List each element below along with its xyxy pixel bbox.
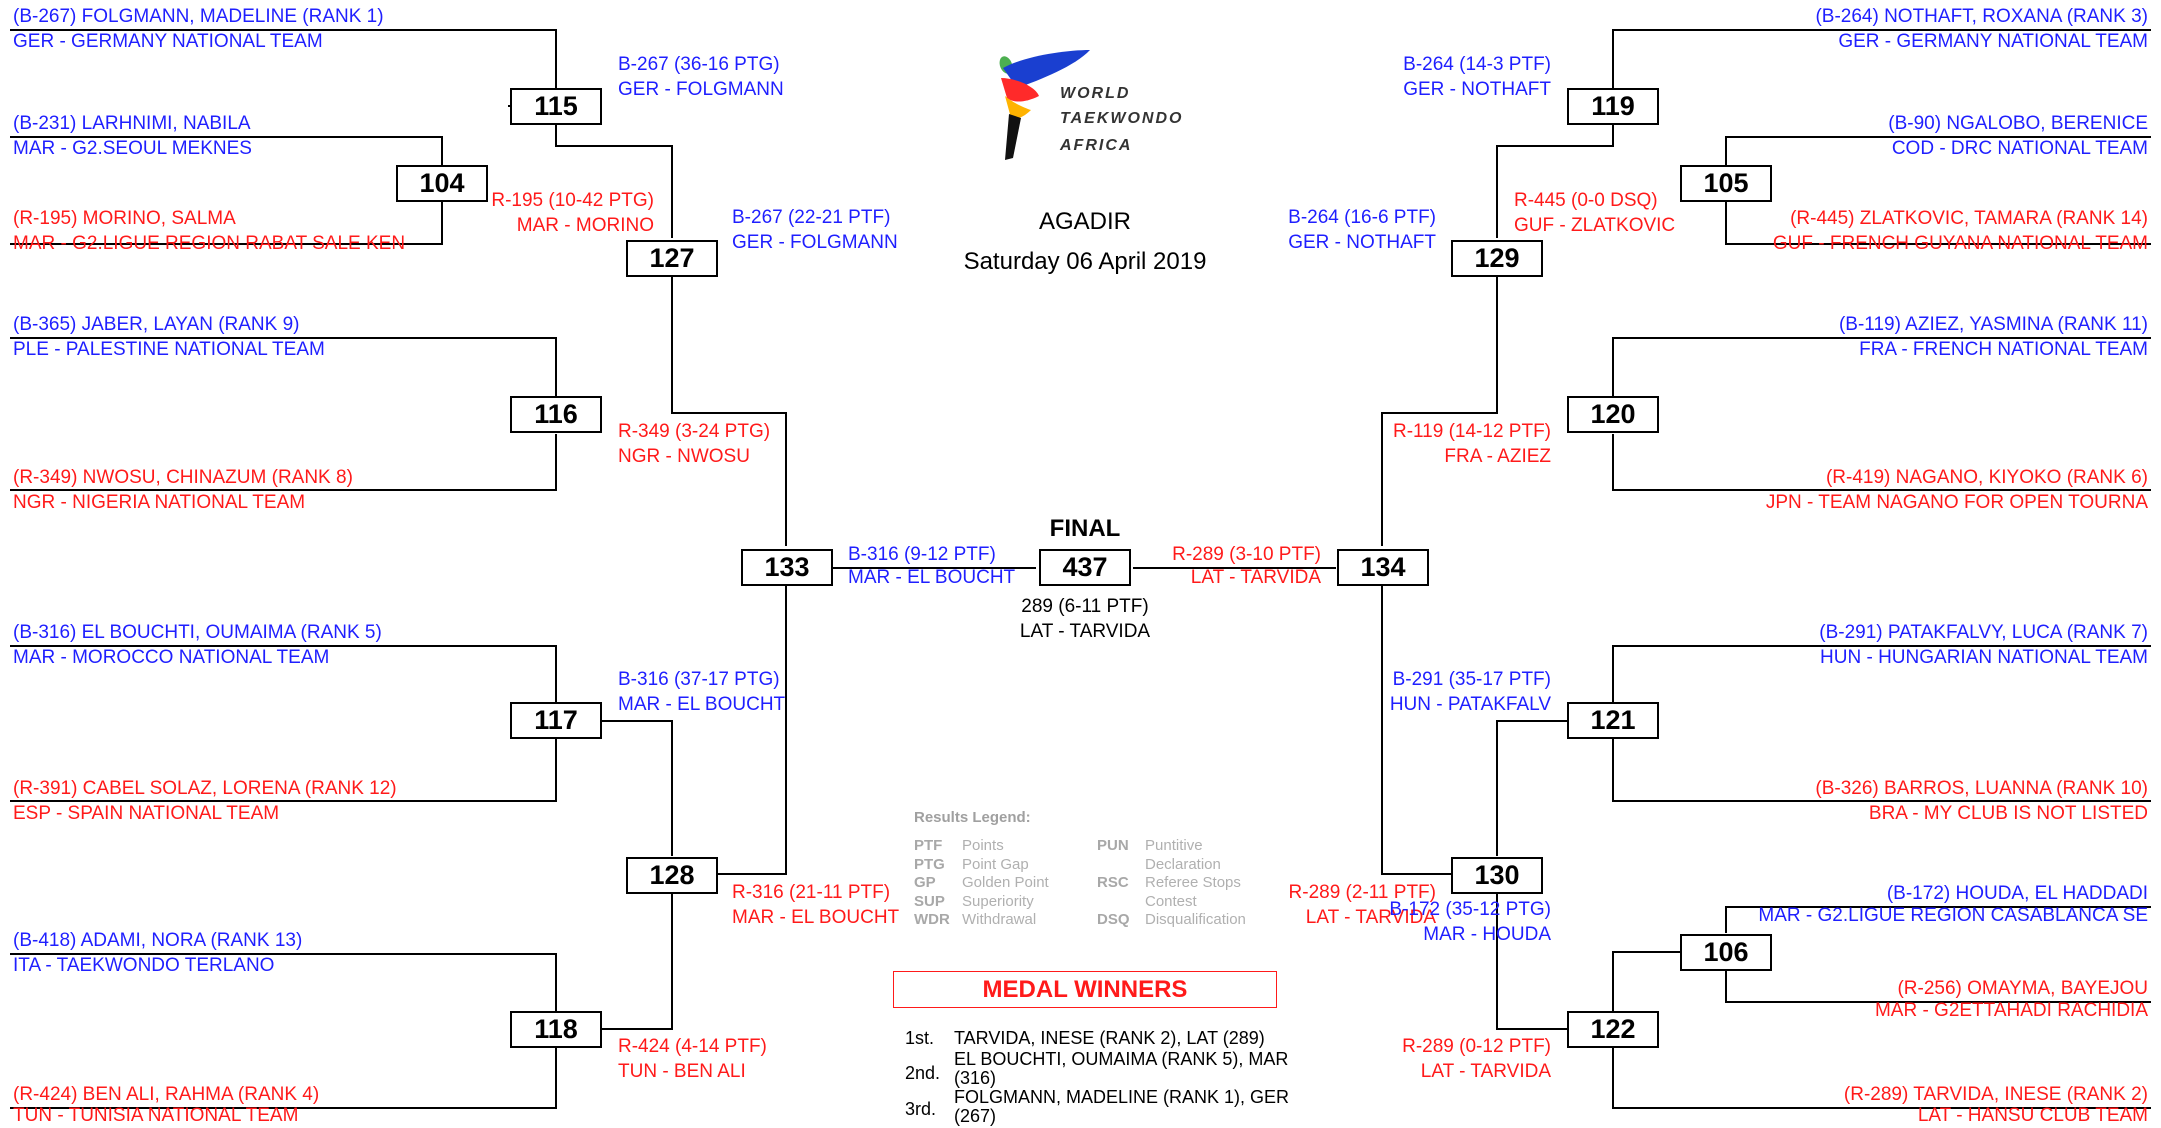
entrant-team: MAR - G2.LIGUE REGION RABAT SALE KEN <box>13 233 406 254</box>
entrant-name: (B-267) FOLGMANN, MADELINE (RANK 1) <box>13 6 384 27</box>
result-score: B-267 (22-21 PTF) <box>732 207 891 228</box>
result-winner: LAT - TARVIDA <box>1305 907 1436 928</box>
entrant-name: (B-365) JABER, LAYAN (RANK 9) <box>13 314 300 335</box>
entrant-name: (B-316) EL BOUCHTI, OUMAIMA (RANK 5) <box>13 622 382 643</box>
match-box[interactable]: 121 <box>1567 702 1659 739</box>
legend-title: Results Legend: <box>914 809 1031 826</box>
entrant-team: JPN - TEAM NAGANO FOR OPEN TOURNA <box>1765 492 2148 513</box>
legend-item-cont: Contest <box>1145 893 1197 910</box>
result-winner: MAR - MORINO <box>516 215 654 236</box>
entrant-name: (R-256) OMAYMA, BAYEJOU <box>1897 978 2148 999</box>
result-score: B-172 (35-12 PTG) <box>1389 899 1551 920</box>
result-score: R-195 (10-42 PTG) <box>491 190 654 211</box>
result-score: R-119 (14-12 PTF) <box>1392 421 1551 442</box>
result-winner: NGR - NWOSU <box>618 446 750 467</box>
match-box[interactable]: 106 <box>1680 934 1772 971</box>
entrant-name: (B-326) BARROS, LUANNA (RANK 10) <box>1815 778 2148 799</box>
legend-item: PUN Puntitive <box>1097 837 1203 854</box>
logo-text-world: WORLD <box>1060 85 1131 102</box>
match-box[interactable]: 104 <box>396 165 488 202</box>
entrant-name: (B-418) ADAMI, NORA (RANK 13) <box>13 930 303 951</box>
entrant-team: NGR - NIGERIA NATIONAL TEAM <box>13 492 306 513</box>
entrant-name: (B-291) PATAKFALVY, LUCA (RANK 7) <box>1819 622 2148 643</box>
entrant-team: MAR - G2.LIGUE REGION CASABLANCA SE <box>1758 905 2148 926</box>
result-score: R-289 (0-12 PTF) <box>1402 1036 1551 1057</box>
match-box[interactable]: 129 <box>1451 240 1543 277</box>
match-box[interactable]: 105 <box>1680 165 1772 202</box>
entrant-team: GUF - FRENCH GUYANA NATIONAL TEAM <box>1772 233 2148 254</box>
result-score: R-316 (21-11 PTF) <box>732 882 891 903</box>
entrant-team: COD - DRC NATIONAL TEAM <box>1891 138 2148 159</box>
legend-item-cont: Declaration <box>1145 856 1221 873</box>
result-score: R-289 (2-11 PTF) <box>1288 882 1436 903</box>
match-box[interactable]: 117 <box>510 702 602 739</box>
entrant-name: (B-90) NGALOBO, BERENICE <box>1888 113 2148 134</box>
result-score: R-349 (3-24 PTG) <box>618 421 771 442</box>
entrant-team: PLE - PALESTINE NATIONAL TEAM <box>13 339 325 360</box>
result-score: R-445 (0-0 DSQ) <box>1514 190 1658 211</box>
entrant-name: (R-195) MORINO, SALMA <box>13 208 236 229</box>
entrant-team: MAR - G2.SEOUL MEKNES <box>13 138 252 159</box>
match-box[interactable]: 119 <box>1567 88 1659 125</box>
result-winner: HUN - PATAKFALV <box>1389 694 1551 715</box>
match-box[interactable]: 128 <box>626 857 718 894</box>
result-winner: LAT - TARVIDA <box>1190 567 1321 588</box>
result-winner: LAT - TARVIDA <box>1420 1061 1551 1082</box>
result-score: B-264 (14-3 PTF) <box>1403 54 1551 75</box>
match-box[interactable]: 122 <box>1567 1011 1659 1048</box>
entrant-team: GER - GERMANY NATIONAL TEAM <box>1838 31 2148 52</box>
medal-winners-title: MEDAL WINNERS <box>893 971 1277 1008</box>
result-score: B-316 (37-17 PTG) <box>618 669 780 690</box>
match-box[interactable]: 118 <box>510 1011 602 1048</box>
entrant-team: MAR - G2ETTAHADI RACHIDIA <box>1874 1000 2148 1021</box>
entrant-name: (B-231) LARHNIMI, NABILA <box>13 113 251 134</box>
match-box[interactable]: 133 <box>741 549 833 586</box>
medal-place: 2nd. <box>905 1063 941 1083</box>
logo-text-taekwondo: TAEKWONDO <box>1060 110 1184 127</box>
entrant-name: (R-349) NWOSU, CHINAZUM (RANK 8) <box>13 467 353 488</box>
result-winner: GER - NOTHAFT <box>1403 79 1551 100</box>
match-box[interactable]: 130 <box>1451 857 1543 894</box>
result-score: B-291 (35-17 PTF) <box>1392 669 1551 690</box>
result-winner: GER - NOTHAFT <box>1288 232 1436 253</box>
logo-text-africa: AFRICA <box>1060 137 1133 154</box>
entrant-name: (R-419) NAGANO, KIYOKO (RANK 6) <box>1825 467 2148 488</box>
match-box[interactable]: 127 <box>626 240 718 277</box>
legend-item: PTG Point Gap <box>914 856 1029 873</box>
result-winner: GUF - ZLATKOVIC <box>1514 215 1676 236</box>
result-score: B-267 (36-16 PTG) <box>618 54 780 75</box>
result-score: R-289 (3-10 PTF) <box>1172 544 1321 565</box>
match-box[interactable]: 115 <box>510 88 602 125</box>
result-winner: MAR - HOUDA <box>1423 924 1551 945</box>
entrant-team: HUN - HUNGARIAN NATIONAL TEAM <box>1820 647 2148 668</box>
entrant-name: (R-424) BEN ALI, RAHMA (RANK 4) <box>13 1084 320 1105</box>
result-score: B-316 (9-12 PTF) <box>848 544 996 565</box>
result-winner: MAR - EL BOUCHT <box>848 567 1016 588</box>
entrant-team: FRA - FRENCH NATIONAL TEAM <box>1859 339 2148 360</box>
entrant-name: (B-172) HOUDA, EL HADDADI <box>1886 883 2148 904</box>
medal-winner: EL BOUCHTI, OUMAIMA (RANK 5), MAR (316) <box>954 1049 1289 1088</box>
result-winner: TUN - BEN ALI <box>618 1061 746 1082</box>
entrant-name: (R-391) CABEL SOLAZ, LORENA (RANK 12) <box>13 778 397 799</box>
final-result-score: 289 (6-11 PTF) <box>1021 596 1149 617</box>
result-winner: GER - FOLGMANN <box>618 79 784 100</box>
entrant-team: LAT - HANSU CLUB TEAM <box>1917 1105 2148 1126</box>
entrant-team: ITA - TAEKWONDO TERLANO <box>13 955 275 976</box>
result-score: R-424 (4-14 PTF) <box>618 1036 767 1057</box>
medal-place: 3rd. <box>905 1099 937 1119</box>
event-date: Saturday 06 April 2019 <box>963 248 1207 275</box>
medal-winner: FOLGMANN, MADELINE (RANK 1), GER (267) <box>954 1087 1290 1126</box>
final-result-winner: LAT - TARVIDA <box>1019 621 1151 642</box>
result-score: B-264 (16-6 PTF) <box>1288 207 1436 228</box>
result-winner: MAR - EL BOUCHT <box>732 907 900 928</box>
legend-item: SUP Superiority <box>914 893 1034 910</box>
entrant-team: ESP - SPAIN NATIONAL TEAM <box>13 803 280 824</box>
entrant-name: (R-445) ZLATKOVIC, TAMARA (RANK 14) <box>1790 208 2148 229</box>
medal-winner: TARVIDA, INESE (RANK 2), LAT (289) <box>954 1028 1265 1048</box>
event-city: AGADIR <box>1038 208 1131 235</box>
match-box[interactable]: 116 <box>510 396 602 433</box>
medal-place: 1st. <box>905 1028 935 1048</box>
legend-item: DSQ Disqualification <box>1097 911 1246 928</box>
match-box[interactable]: 134 <box>1337 549 1429 586</box>
legend-item: GP Golden Point <box>914 874 1049 891</box>
result-winner: MAR - EL BOUCHT <box>618 694 786 715</box>
legend-item: PTF Points <box>914 837 1004 854</box>
legend-item: RSC Referee Stops <box>1097 874 1241 891</box>
entrant-name: (B-119) AZIEZ, YASMINA (RANK 11) <box>1838 314 2148 335</box>
result-winner: FRA - AZIEZ <box>1444 446 1551 467</box>
final-label: FINAL <box>1049 515 1121 542</box>
result-winner: GER - FOLGMANN <box>732 232 898 253</box>
match-box[interactable]: 120 <box>1567 396 1659 433</box>
entrant-name: (B-264) NOTHAFT, ROXANA (RANK 3) <box>1815 6 2148 27</box>
legend-item: WDR Withdrawal <box>914 911 1037 928</box>
entrant-team: MAR - MOROCCO NATIONAL TEAM <box>13 647 330 668</box>
match-box-final[interactable]: 437 <box>1039 549 1131 586</box>
entrant-name: (R-289) TARVIDA, INESE (RANK 2) <box>1843 1084 2148 1105</box>
entrant-team: GER - GERMANY NATIONAL TEAM <box>13 31 323 52</box>
entrant-team: TUN - TUNISIA NATIONAL TEAM <box>13 1105 299 1126</box>
entrant-team: BRA - MY CLUB IS NOT LISTED <box>1868 803 2148 824</box>
